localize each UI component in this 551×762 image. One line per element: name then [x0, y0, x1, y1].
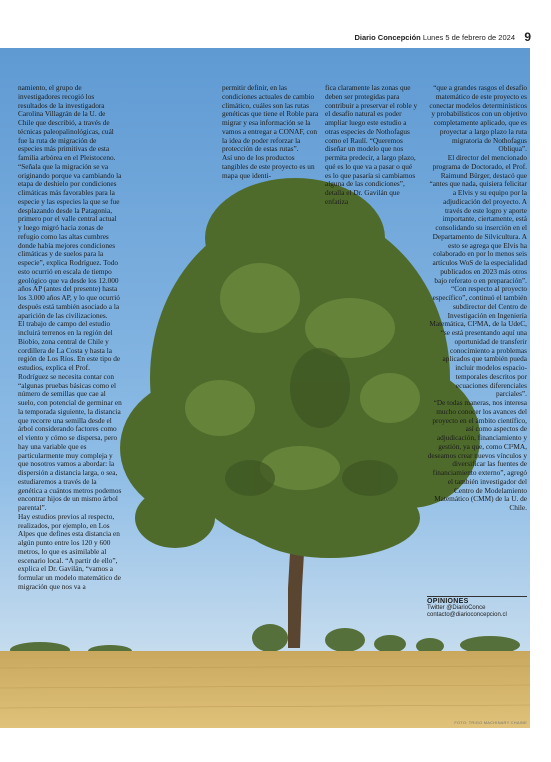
page-header — [0, 30, 551, 48]
article-column-4 — [427, 84, 527, 513]
paragraph: Así uno de los productos tangibles de este proyecto es un mapa que identi- — [222, 153, 315, 180]
paragraph: El director del mencionado programa de Doctorado, el Prof. Raimund Bürger, destacó que “antes que nada, quisiera felicitar a Elvis y su equipo por la adjudicación del proyecto. A través de este logro y aporte importante, ciertamente, está consolidando su inserción en el Departamento de Silvicultura. A esto se agrega que Elvis ha colaborado en por lo menos seis artículos WoS de la especialidad publicados en 2023 más otros bajo referato o en preparación”. — [429, 153, 527, 285]
photo-credit: FOTO: TRIGO MACHINARY CHAINE — [454, 720, 527, 725]
paragraph: “Con respecto al proyecto específico”, continuó el también subdirector del Centro de Investigación en Ingeniería Matemática, CI²MA, de la UdeC, “se está presentando aquí una oportunidad de transferir conocimiento a problemas aplicados que también pueda incluir modelos espacio-temporales descritos por ecuaciones diferenciales parciales”. — [429, 284, 527, 399]
paragraph: “De todas maneras, nos interesa mucho conocer los avances del proyecto en el ámbito científico, así como aspectos de adjudicación, financiamiento y gestión, ya que, como CI²MA, deseamos crear nuevos vínculos y diversificar las fuentes de financiamiento externo”, agregó el también investigador del Centro de Modelamiento Matemático (CMM) de la U. de Chile. — [427, 398, 527, 512]
article-column-2 — [222, 84, 322, 180]
twitter-handle: Twitter @DiarioConce — [427, 605, 486, 611]
paragraph: El trabajo de campo del estudio incluirá terrenos en la región del Biobío, zona central de Chile y cordillera de La Costa y hasta la región de Los Ríos. En este tipo de estudios, explica el Prof. Rodríguez se necesita contar con “algunas pruebas básicas como el número de semillas que cae al suelo, con potencial de germinar en la temporada siguiente, la distancia que recorre una semilla desde el árbol considerando factores como el viento y cómo se dispersa, pero hay una variable que es particularmente muy compleja y que nosotros vamos a abordar: la dispersión a distancia larga, o sea, estudiaremos a través de la genética a cuántos metros podemos encontrar hijos de un mismo árbol parental”. — [18, 319, 122, 512]
contact-email: contacto@diarioconcepcion.cl — [427, 612, 507, 618]
paragraph: “que a grandes rasgos el desafío matemático de este proyecto es conectar modelos determinísticos y probabilísticos con un objetivo completamente aplicado, que es proyectar a largo plazo la ruta migratoria de Nothofagus Obliqua”. — [429, 83, 527, 154]
paragraph: “Señala que la migración se va originando porque va cambiando la etapa de deshielo por condiciones climáticas más favorables para la especie y las especies la que se fue desplazando desde la Patagonia, primero por el valle central actual y luego migró hacia zonas de refugio como las altas cumbres donde había mejores condiciones climáticas y de suelos para la especie”, explica Rodríguez. Todo esto ocurrió en escala de tiempo geológico que va desde los 12.000 años AP (antes del presente) hasta los 3.000 años AP, y lo que ocurrió después está también asociado a la aparición de las civilizaciones. — [18, 161, 122, 320]
paragraph: fica claramente las zonas que deben ser protegidas para contribuir a preservar el roble y el desafío natural es poder ampliar luego este estudio a otras especies de Nothofagus como el Raulí. “Queremos diseñar un modelo que nos permita predecir, a largo plazo, qué es lo que va a pasar o qué es lo que pasaría si cambiamos alguna de las condiciones”, detalla el Dr. Gavilán que enfatiza — [325, 83, 418, 206]
paragraph: namiento, el grupo de investigadores recogió los resultados de la investigadora Carolina Villagrán de la U. de Chile que describió, a través de técnicas paleopalinológicas, cuál fue la ruta de migración de especies más primitivas de esta familia arbórea en el Pleistoceno. — [18, 83, 116, 162]
issue-date: Lunes 5 de febrero de 2024 — [422, 33, 515, 42]
article-column-1 — [18, 84, 122, 592]
header-text — [354, 33, 515, 42]
article-column-3 — [325, 84, 420, 207]
opinions-title: OPINIONES — [427, 596, 527, 605]
newspaper-name: Diario Concepción — [354, 33, 421, 42]
paragraph: Hay estudios previos al respecto, realizados, por ejemplo, en Los Alpes que defines esta distancia en algún punto entre los 120 y 600 metros, lo que es asimilable al escenario local. “A partir de ello”, explica el Dr. Gavilán, “vamos a formular un modelo matemático de migración que nos va a — [18, 511, 121, 591]
opinions-box — [427, 596, 527, 619]
paragraph: permitir definir, en las condiciones actuales de cambio climático, cuáles son las rutas genéticas que tiene el Roble para migrar y esa información se la vamos a entregar a CONAF, con la idea de poder reforzar la protección de estas rutas”. — [222, 83, 319, 154]
page-number: 9 — [524, 30, 531, 44]
